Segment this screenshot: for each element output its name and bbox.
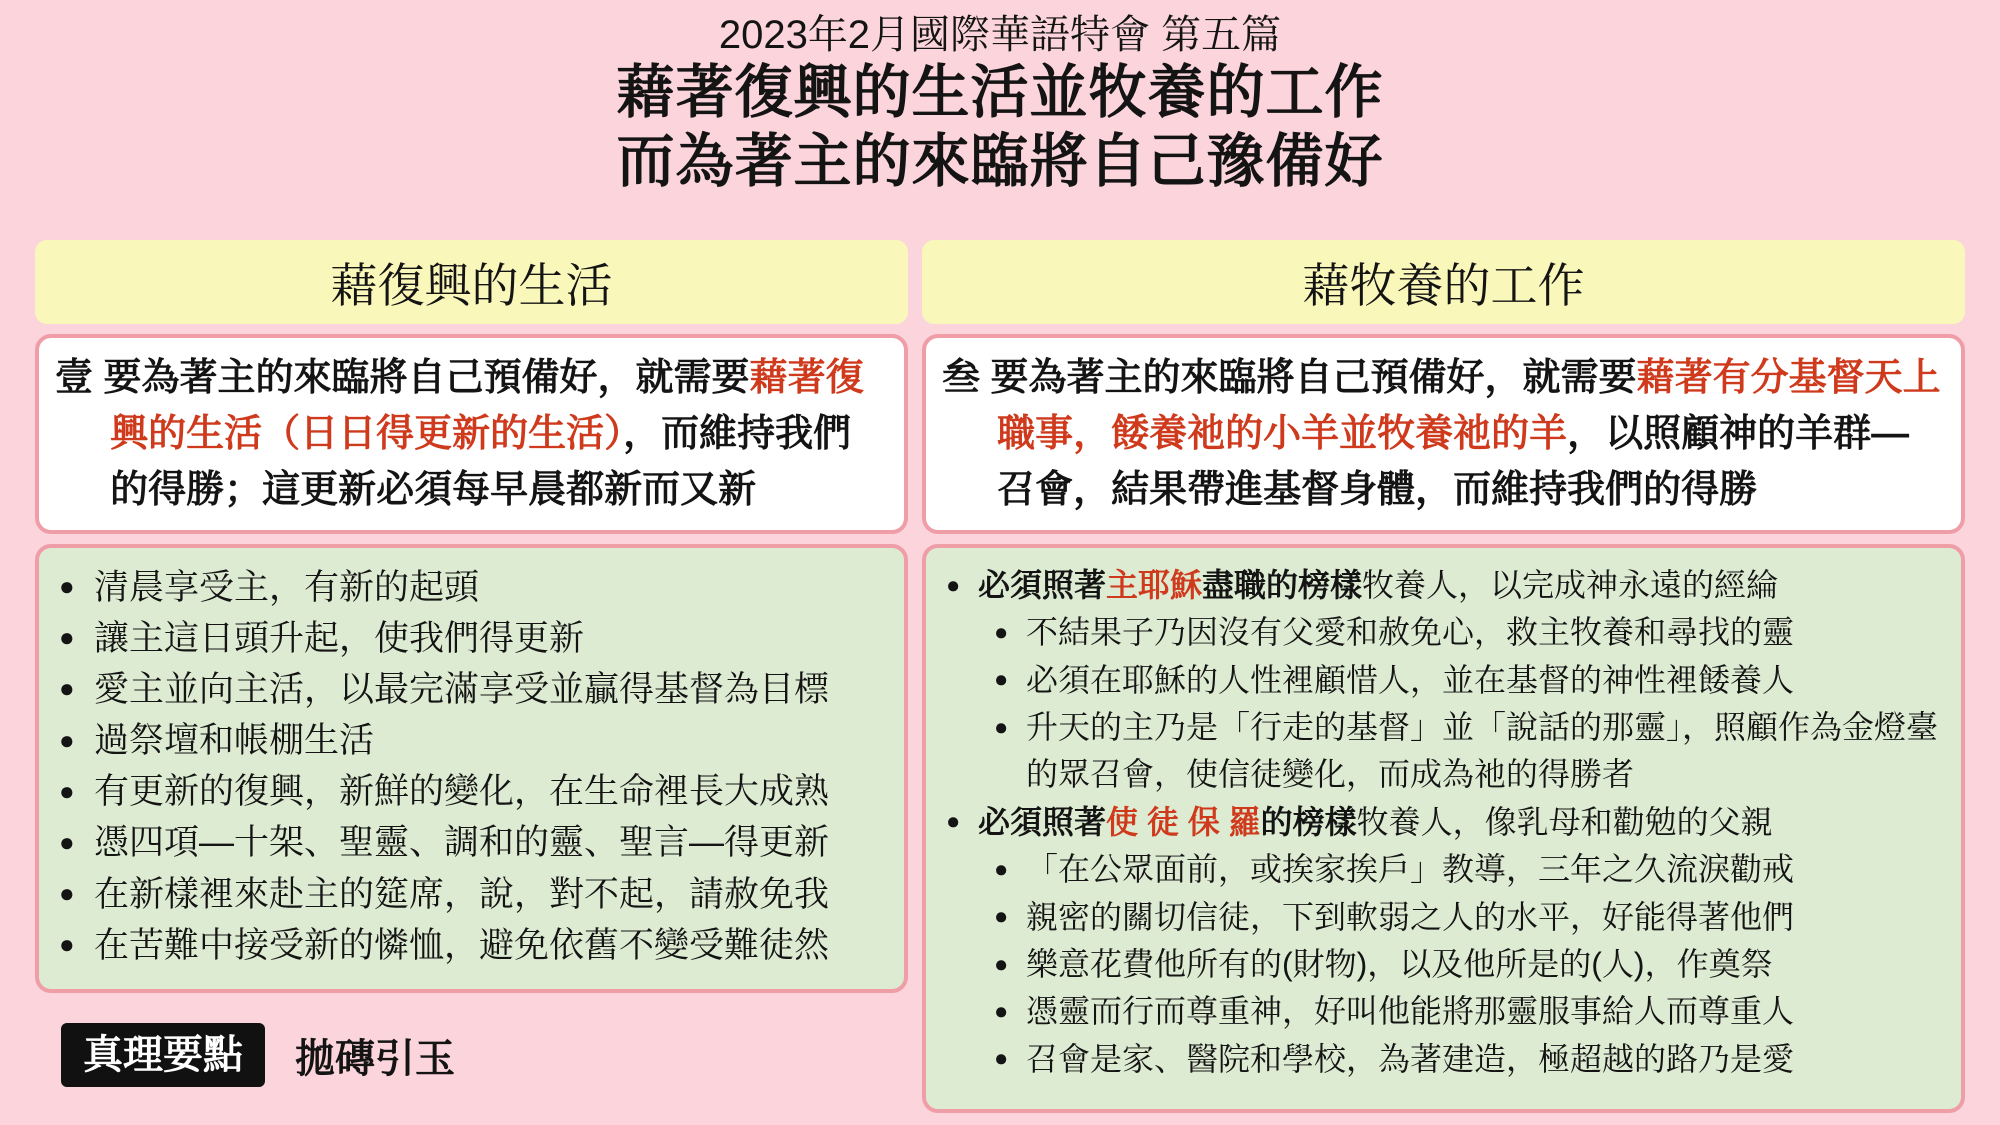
bullet-icon: ●	[994, 951, 1009, 978]
highlighted-text: 盡職的榜樣	[1201, 567, 1362, 603]
list-item	[994, 894, 1941, 941]
text-segment: 必須在耶穌的人性裡顧惜人，並在基督的神性裡餧養人	[1025, 661, 1794, 698]
text-segment: 叁 要為著主的來臨將自己預備好，就需要	[942, 357, 1637, 399]
two-column-layout	[35, 240, 1965, 1113]
text-segment: ，而維持我們的得勝；這更新必須每早晨都新而又新	[110, 412, 852, 511]
bullet-icon: ●	[994, 1046, 1009, 1073]
bullet-icon: ●	[59, 828, 75, 857]
footer-note: 拋磚引玉	[295, 1036, 455, 1081]
list-item-text	[1026, 1036, 1941, 1083]
list-item-text	[94, 715, 884, 766]
right-statement-text	[942, 351, 1945, 519]
bullet-icon: ●	[994, 667, 1009, 694]
conference-subtitle: 2023年2月國際華語特會 第五篇	[718, 13, 1282, 57]
left-statement-text	[55, 351, 888, 519]
list-item	[994, 609, 1941, 656]
list-item	[994, 657, 1941, 704]
highlighted-text: 的榜樣	[1260, 803, 1357, 840]
list-item	[994, 1036, 1941, 1083]
list-item	[946, 562, 1941, 609]
bullet-icon: ●	[994, 619, 1009, 646]
text-segment: 召會是家、醫院和學校，為著建造，極超越的路乃是愛	[1025, 1040, 1794, 1077]
list-item-text	[1026, 846, 1941, 893]
list-item	[994, 846, 1941, 893]
list-item-text	[94, 613, 884, 664]
left-points-box	[35, 544, 908, 993]
title-block	[0, 0, 2000, 196]
bullet-icon: ●	[59, 573, 75, 602]
bullet-icon: ●	[994, 856, 1009, 883]
text-segment: 有更新的復興，新鮮的變化，在生命裡長大成熟	[93, 772, 829, 812]
list-item	[59, 869, 884, 920]
highlighted-text: 主耶穌	[1105, 567, 1202, 603]
bullet-icon: ●	[59, 675, 75, 704]
highlighted-text: 使 徒 保 羅	[1105, 803, 1261, 840]
text-segment: 讓主這日頭升起，使我們得更新	[93, 619, 584, 659]
list-item-text	[94, 766, 884, 817]
list-item-text	[1026, 609, 1941, 656]
footer	[61, 1023, 908, 1087]
text-segment: 升天的主乃是「行走的基督」並「說話的那靈」，照顧作為金燈臺的眾召會，使信徒變化，而成為祂的得勝者	[1025, 709, 1938, 793]
truth-points-badge: 真理要點	[61, 1023, 265, 1087]
highlighted-text: 藉著有分基督天上職事，餧養祂的小羊並牧養祂的羊	[997, 357, 1941, 455]
right-statement-box	[922, 334, 1965, 534]
left-column-header: 藉復興的生活	[35, 240, 908, 324]
list-item-text	[1026, 988, 1941, 1035]
text-segment: 憑四項—十架、聖靈、調和的靈、聖言—得更新	[93, 823, 829, 863]
list-item-text	[978, 799, 1941, 846]
list-item	[994, 704, 1941, 799]
list-item-text	[94, 920, 884, 971]
text-segment: 不結果子乃因沒有父愛和赦免心，救主牧養和尋找的靈	[1025, 614, 1794, 651]
list-item	[946, 799, 1941, 846]
list-item	[59, 920, 884, 971]
text-segment: 清晨享受主，有新的起頭	[93, 568, 479, 607]
bullet-icon: ●	[994, 714, 1009, 741]
left-column	[35, 240, 908, 1113]
text-segment: 在苦難中接受新的憐恤，避免依舊不變受難徒然	[93, 925, 829, 965]
right-points-box	[922, 544, 1965, 1113]
right-column-header: 藉牧養的工作	[922, 240, 1965, 324]
text-segment: 過祭壇和帳棚生活	[93, 721, 374, 761]
text-segment: 壹 要為著主的來臨將自己預備好，就需要	[55, 357, 750, 399]
text-segment: 親密的關切信徒，下到軟弱之人的水平，好能得著他們	[1025, 898, 1794, 935]
highlighted-text: 藉著復興的生活（日日得更新的生活）	[110, 357, 864, 455]
text-segment: 牧養人，以完成神永遠的經綸	[1362, 567, 1779, 603]
text-segment: 牧養人，像乳母和勸勉的父親	[1356, 803, 1773, 840]
bullet-icon: ●	[994, 998, 1009, 1025]
list-item-text	[94, 562, 884, 613]
text-segment: ，以照顧神的羊群—召會，結果帶進基督身體，而維持我們的得勝	[997, 412, 1910, 511]
text-segment: 愛主並向主活，以最完滿享受並贏得基督為目標	[93, 670, 829, 710]
text-segment: 樂意花費他所有的(財物)，以及他所是的(人)，作奠祭	[1025, 945, 1773, 982]
right-column	[922, 240, 1965, 1113]
list-item-text	[978, 562, 1941, 609]
list-item	[994, 988, 1941, 1035]
list-item-text	[1026, 704, 1941, 799]
list-item-text	[1026, 657, 1941, 704]
text-segment: 在新樣裡來赴主的筵席，說，對不起，請赦免我	[93, 874, 829, 914]
list-item-text	[94, 817, 884, 868]
highlighted-text: 必須照著	[977, 803, 1106, 840]
bullet-icon: ●	[59, 726, 75, 755]
bullet-icon: ●	[59, 624, 75, 653]
list-item-text	[94, 664, 884, 715]
main-title-line1: 藉著復興的生活並牧養的工作	[616, 60, 1384, 126]
list-item	[59, 817, 884, 868]
bullet-icon: ●	[946, 809, 961, 836]
bullet-icon: ●	[59, 930, 75, 959]
bullet-icon: ●	[994, 904, 1009, 931]
list-item	[59, 562, 884, 613]
bullet-icon: ●	[59, 777, 75, 806]
list-item	[59, 613, 884, 664]
left-statement-box	[35, 334, 908, 534]
bullet-icon: ●	[946, 572, 961, 599]
list-item	[59, 766, 884, 817]
list-item	[59, 664, 884, 715]
list-item	[994, 941, 1941, 988]
list-item	[59, 715, 884, 766]
text-segment: 憑靈而行而尊重神，好叫他能將那靈服事給人而尊重人	[1025, 993, 1794, 1030]
bullet-icon: ●	[59, 879, 75, 908]
list-item-text	[1026, 941, 1941, 988]
list-item-text	[1026, 894, 1941, 941]
main-title-line2: 而為著主的來臨將自己豫備好	[616, 128, 1384, 194]
highlighted-text: 必須照著	[977, 567, 1106, 603]
text-segment: 「在公眾面前，或挨家挨戶」教導，三年之久流淚勸戒	[1025, 851, 1794, 888]
list-item-text	[94, 869, 884, 920]
